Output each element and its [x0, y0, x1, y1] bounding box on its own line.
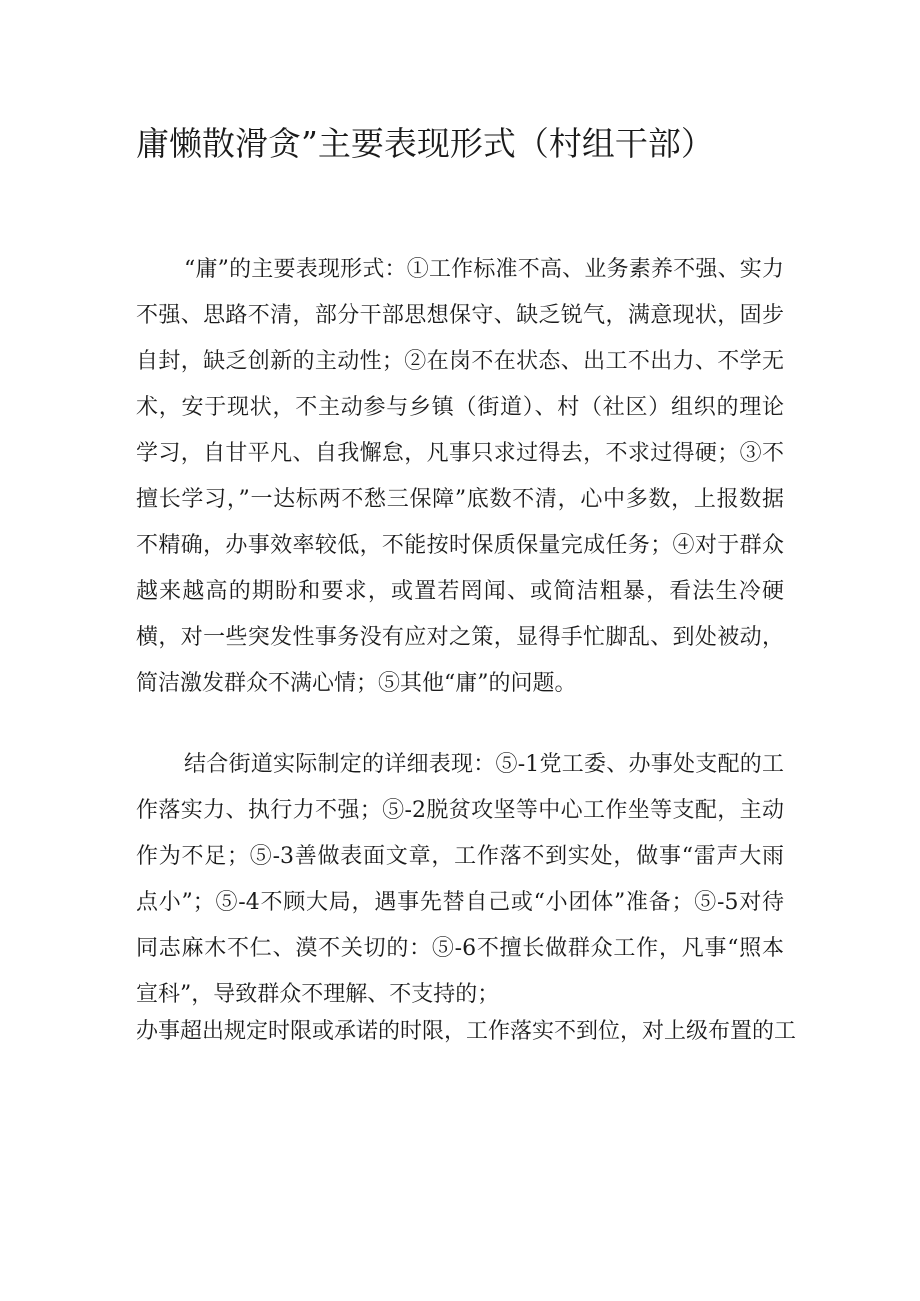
paragraph-yong-forms: “庸”的主要表现形式：①工作标准不高、业务素养不强、实力不强、思路不清，部分干部思想保守、缺乏锐气，满意现状，固步自封，缺乏创新的主动性；②在岗不在状态、出工不出力、不学无术，安于现状，不主动参与乡镇（街道）、村（社区）组织的理论学习，自甘平凡、自我懈怠，凡事只求过得去，不求过得硬；③不擅长学习，”一达标两不愁三保障”底数不清，心中多数，上报数据不精确，办事效率较低，不能按时保质保量完成任务；④对于群众越来越高的期盼和要求，或置若罔闻、或简洁粗暴，看法生冷硬横，对一些突发性事务没有应对之策，显得手忙脚乱、到处被动，简洁激发群众不满心情；⑤其他“庸”的问题。: [136, 257, 784, 696]
paragraph-street-details: 结合街道实际制定的详细表现：⑤-1党工委、办事处支配的工作落实力、执行力不强；⑤-2脱贫攻坚等中心工作坐等支配，主动作为不足；⑤-3善做表面文章，工作落不到实处，做事“雷声大雨点小”；⑤-4不顾大局，遇事先替自己或“小团体”准备；⑤-5对待同志麻木不仁、漠不关切的：⑤-6不擅长做群众工作，凡事“照本宣科”，导致群众不理解、不支持的；: [136, 752, 784, 1007]
paragraph-continued: 办事超出规定时限或承诺的时限，工作落实不到位，对上级布置的工: [136, 1019, 797, 1044]
document-title: 庸懒散滑贪”主要表现形式（村组干部）: [136, 124, 714, 163]
